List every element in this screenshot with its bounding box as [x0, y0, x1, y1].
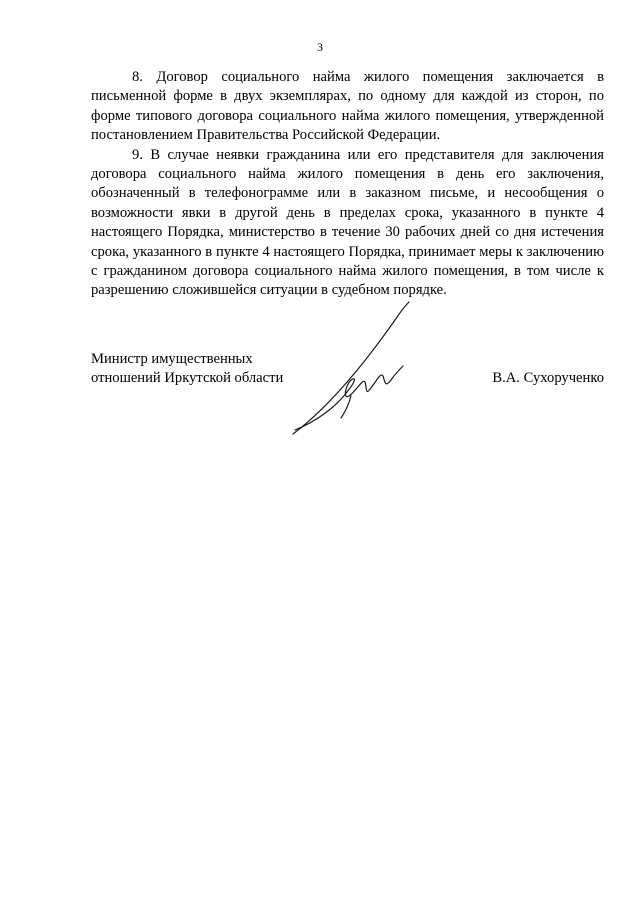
page-number: 3 — [317, 40, 323, 54]
signatory-name: В.А. Сухорученко — [492, 370, 604, 387]
handwritten-signature — [285, 300, 425, 440]
signatory-title — [91, 350, 283, 389]
paragraph-9: 9. В случае неявки гражданина или его представителя для заключения договора социального найма жилого помещения в день его заключения, обозначенный в телефонограмме или в заказном письме, и несообщения о возможности явки в другой день в пределах срока, указанного в пункте 4 настоящего Порядка, министерство в течение 30 рабочих дней со дня истечения срока, указанного в пункте 4 настоящего Порядка, принимает меры к заключению с гражданином договора социального найма жилого помещения, в том числе к разрешению сложившейся ситуации в судебном порядке. — [91, 146, 604, 299]
paragraph-8: 8. Договор социального найма жилого помещения заключается в письменной форме в двух экземплярах, по одному для каждой из сторон, по форме типового договора социального найма жилого помещения, утвержденной постановлением Правительства Российской Федерации. — [91, 69, 604, 144]
signatory-title-line-2: отношений Иркутской области — [91, 370, 284, 387]
signatory-title-line-1: Министр имущественных — [91, 351, 253, 367]
body-text — [91, 68, 604, 301]
